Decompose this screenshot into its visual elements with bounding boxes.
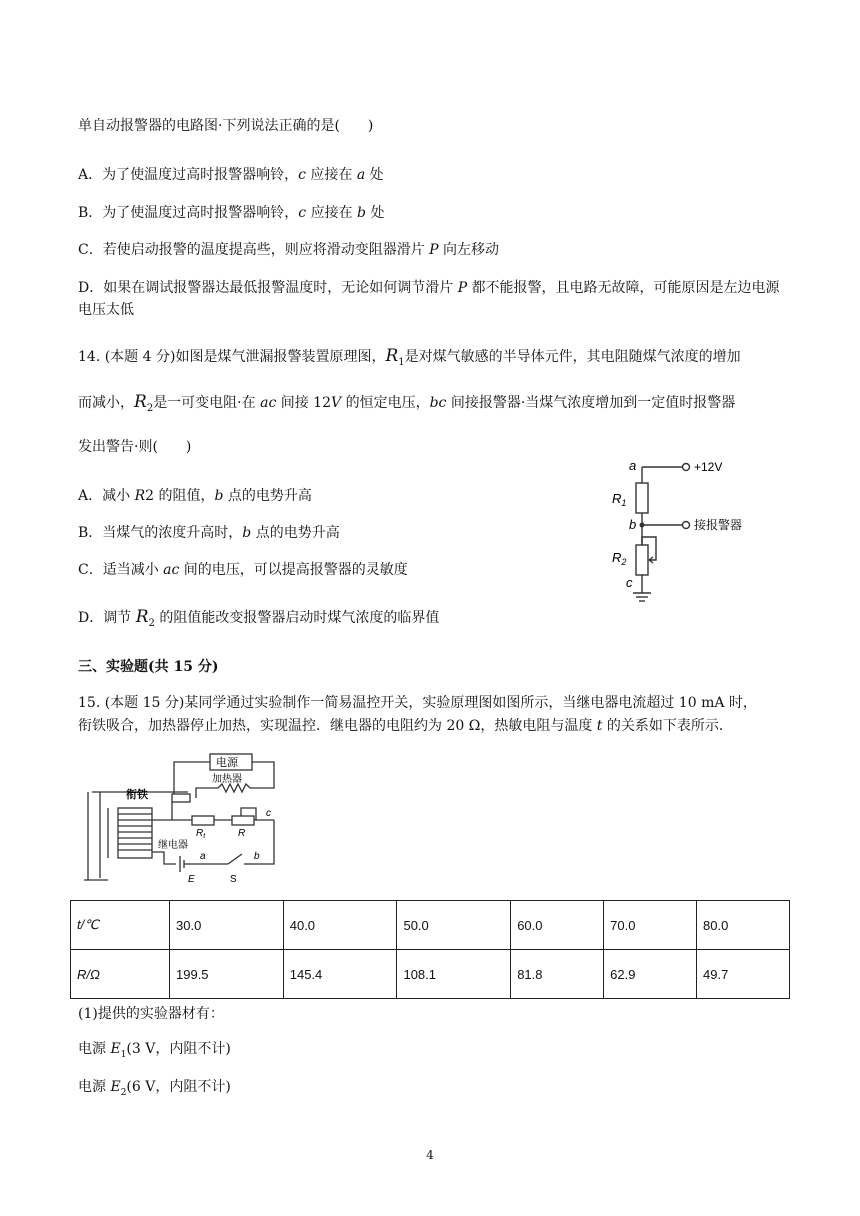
q14-option-b: B．当煤气的浓度升高时，b 点的电势升高	[78, 525, 340, 541]
fig-label-voltage: +12V	[694, 460, 723, 474]
fig-label-relay: 继电器	[158, 840, 188, 851]
table-cell: 108.1	[397, 950, 511, 999]
table-row	[71, 950, 790, 999]
q14-option-c: C．适当减小 ac 间的电压，可以提高报警器的灵敏度	[78, 562, 408, 578]
q15-stem-line2: 衔铁吸合，加热器停止加热，实现温控．继电器的电阻约为 20 Ω，热敏电阻与温度 t 的关系如下表所示．	[78, 718, 733, 734]
fig-label-armature: 衔铁	[126, 789, 148, 801]
q13-stem: 单自动报警器的电路图·下列说法正确的是( )	[78, 118, 374, 134]
fig-label-alarm: 接报警器	[694, 518, 743, 532]
table-cell: 81.8	[511, 950, 604, 999]
table-cell: 70.0	[604, 901, 697, 950]
table-row	[71, 901, 790, 950]
table-cell: 145.4	[283, 950, 397, 999]
q14-stem-line1: 14. (本题 4 分)如图是煤气泄漏报警装置原理图，$R_1$是对煤气敏感的半导体元件，其电阻随煤气浓度的增加	[78, 346, 741, 368]
fig-label-r2: $R_2$	[612, 550, 627, 567]
fig-label-c: c	[626, 575, 633, 590]
q14-stem-line2: 而减小，$R_2$是一可变电阻·在 ac 间接 12V 的恒定电压，bc 间接报警器·当煤气浓度增加到一定值时报警器	[78, 392, 736, 414]
table-cell: 40.0	[283, 901, 397, 950]
fig-label-e: E	[188, 874, 195, 885]
q15-source-e2: 电源 $E_2(6$ V，内阻不计)	[78, 1079, 231, 1098]
temperature-resistance-table	[70, 900, 790, 999]
fig-label-rt: $R_t$	[196, 828, 206, 840]
fig-label-b: b	[254, 851, 260, 862]
table-cell: 199.5	[170, 950, 284, 999]
q14-option-d: D．调节 $R_2$ 的阻值能改变报警器启动时煤气浓度的临界值	[78, 607, 440, 629]
fig-label-heater: 加热器	[212, 774, 242, 785]
table-header-resistance: R/Ω	[71, 950, 170, 999]
section-heading: 三、实验题(共 15 分)	[78, 659, 219, 675]
fig-label-b: b	[629, 517, 637, 532]
q14-option-a: A．减小 R2 的阻值，b 点的电势升高	[78, 488, 312, 504]
fig-label-s: S	[230, 874, 237, 885]
page-number: 4	[426, 1148, 434, 1162]
q13-option-c: C．若使启动报警的温度提高些，则应将滑动变阻器滑片 P 向左移动	[78, 242, 500, 258]
q13-option-b: B．为了使温度过高时报警器响铃，c 应接在 b 处	[78, 205, 385, 221]
q15-stem-line1: 15. (本题 15 分)某同学通过实验制作一简易温控开关，实验原理图如图所示，当继电器电流超过 10 mA 时，	[78, 695, 757, 711]
table-cell: 30.0	[170, 901, 284, 950]
q15-part1-heading: (1)提供的实验器材有：	[78, 1006, 224, 1022]
q14-circuit-diagram	[600, 455, 780, 615]
table-cell: 60.0	[511, 901, 604, 950]
q13-option-a: A．为了使温度过高时报警器响铃，c 应接在 a 处	[78, 167, 384, 183]
table-cell: 80.0	[697, 901, 790, 950]
fig-label-power: 电源	[216, 757, 238, 769]
fig-label-a: a	[629, 458, 637, 473]
table-cell: 50.0	[397, 901, 511, 950]
q15-relay-circuit-diagram	[78, 748, 288, 888]
fig-label-c: c	[266, 808, 271, 819]
fig-label-a: a	[200, 851, 206, 862]
table-cell: 49.7	[697, 950, 790, 999]
fig-label-r1: $R_1$	[612, 491, 627, 508]
table-header-temperature: t/℃	[71, 901, 170, 950]
q13-option-d: D．如果在调试报警器达最低报警温度时，无论如何调节滑片 P 都不能报警，且电路无故障，可能原因是左边电源电压太低	[78, 280, 780, 318]
q14-stem-line3: 发出警告·则( )	[78, 439, 192, 455]
q15-source-e1: 电源 $E_1(3$ V，内阻不计)	[78, 1041, 231, 1060]
fig-label-r: R	[238, 828, 246, 839]
table-cell: 62.9	[604, 950, 697, 999]
